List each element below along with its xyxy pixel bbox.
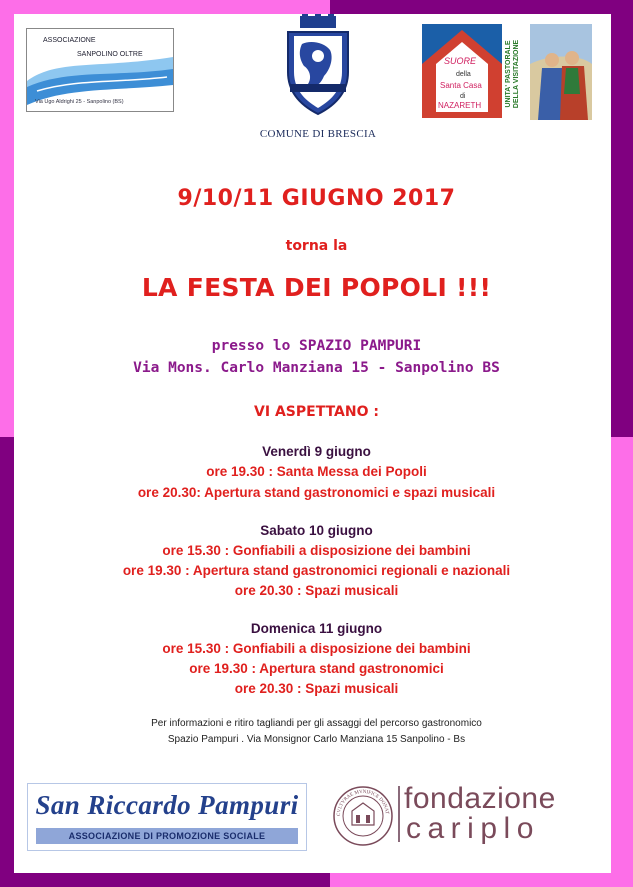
program-event: ore 19.30 : Santa Messa dei Popoli (206, 464, 427, 479)
pampuri-logo (28, 784, 306, 850)
association-logo (26, 28, 174, 112)
cariplo-label: cariplo (406, 812, 540, 845)
program-event: ore 19.30 : Apertura stand gastronomici regionali e nazionali (122, 563, 511, 578)
unita-pastorale (505, 30, 521, 120)
pampuri-subtitle: ASSOCIAZIONE DI PROMOZIONE SOCIALE (68, 831, 266, 841)
suore-logo-icon (422, 24, 502, 118)
program-event: ore 19.30 : Apertura stand gastronomici (189, 661, 444, 676)
brescia-crest-icon (280, 14, 356, 118)
location-venue: presso lo SPAZIO PAMPURI (211, 338, 422, 354)
program-day-sunday: Domenica 11 giugno (250, 621, 383, 636)
program-event: ore 15.30 : Gonfiabili a disposizione dei bambini (162, 543, 471, 558)
cariplo-seal-icon (332, 785, 394, 847)
suore-text-5: NAZARETH (438, 101, 482, 110)
program-event: ore 20.30 : Spazi musicali (234, 583, 399, 598)
program-event: ore 20.30: Apertura stand gastronomici e spazi musicali (137, 485, 496, 500)
program-day-friday: Venerdì 9 giugno (262, 444, 371, 459)
frame-top-left-pink (0, 0, 330, 14)
suore-text-3: Santa Casa (440, 81, 482, 90)
frame-bottom-right-pink (330, 873, 633, 887)
suore-text-1: SUORE (444, 56, 477, 66)
program-event: ore 20.30 : Spazi musicali (234, 681, 399, 696)
event-title: LA FESTA DEI POPOLI !!! (141, 273, 492, 302)
suore-text-2: della (456, 71, 471, 78)
event-dates: 9/10/11 GIUGNO 2017 (177, 186, 456, 211)
suore-text-4: di (460, 93, 466, 100)
cariplo-divider (398, 786, 400, 842)
unita-pastorale-label: UNITA' PASTORALE DELLA VISITAZIONE (505, 39, 520, 109)
comune-label: COMUNE DI BRESCIA (259, 128, 377, 140)
association-address: Via Ugo Aldrighi 25 - Sanpolino (BS) (35, 99, 124, 105)
program-day-saturday: Sabato 10 giugno (260, 523, 373, 538)
info-line-2: Spazio Pampuri . Via Monsignor Carlo Manziana 15 Sanpolino - Bs (167, 734, 466, 745)
association-subname: SANPOLINO OLTRE (77, 51, 143, 58)
association-name: ASSOCIAZIONE (43, 37, 96, 44)
frame-top-right-purple (330, 0, 633, 14)
pampuri-band (36, 828, 298, 844)
invite-heading: VI ASPETTANO : (254, 404, 379, 420)
frame-bottom-left-purple (0, 873, 330, 887)
fondazione-label: fondazione (404, 782, 556, 815)
event-intro: torna la (285, 238, 348, 254)
program-event: ore 15.30 : Gonfiabili a disposizione dei bambini (162, 641, 471, 656)
seal-text: CVLTVRAE MVNIFICE DONAT (336, 789, 389, 817)
visitation-painting-icon (530, 24, 592, 120)
info-line-1: Per informazioni e ritiro tagliandi per gli assaggi del percorso gastronomico (151, 718, 482, 729)
location-address: Via Mons. Carlo Manziana 15 - Sanpolino BS (133, 360, 500, 376)
pampuri-name: San Riccardo Pampuri (35, 790, 299, 820)
